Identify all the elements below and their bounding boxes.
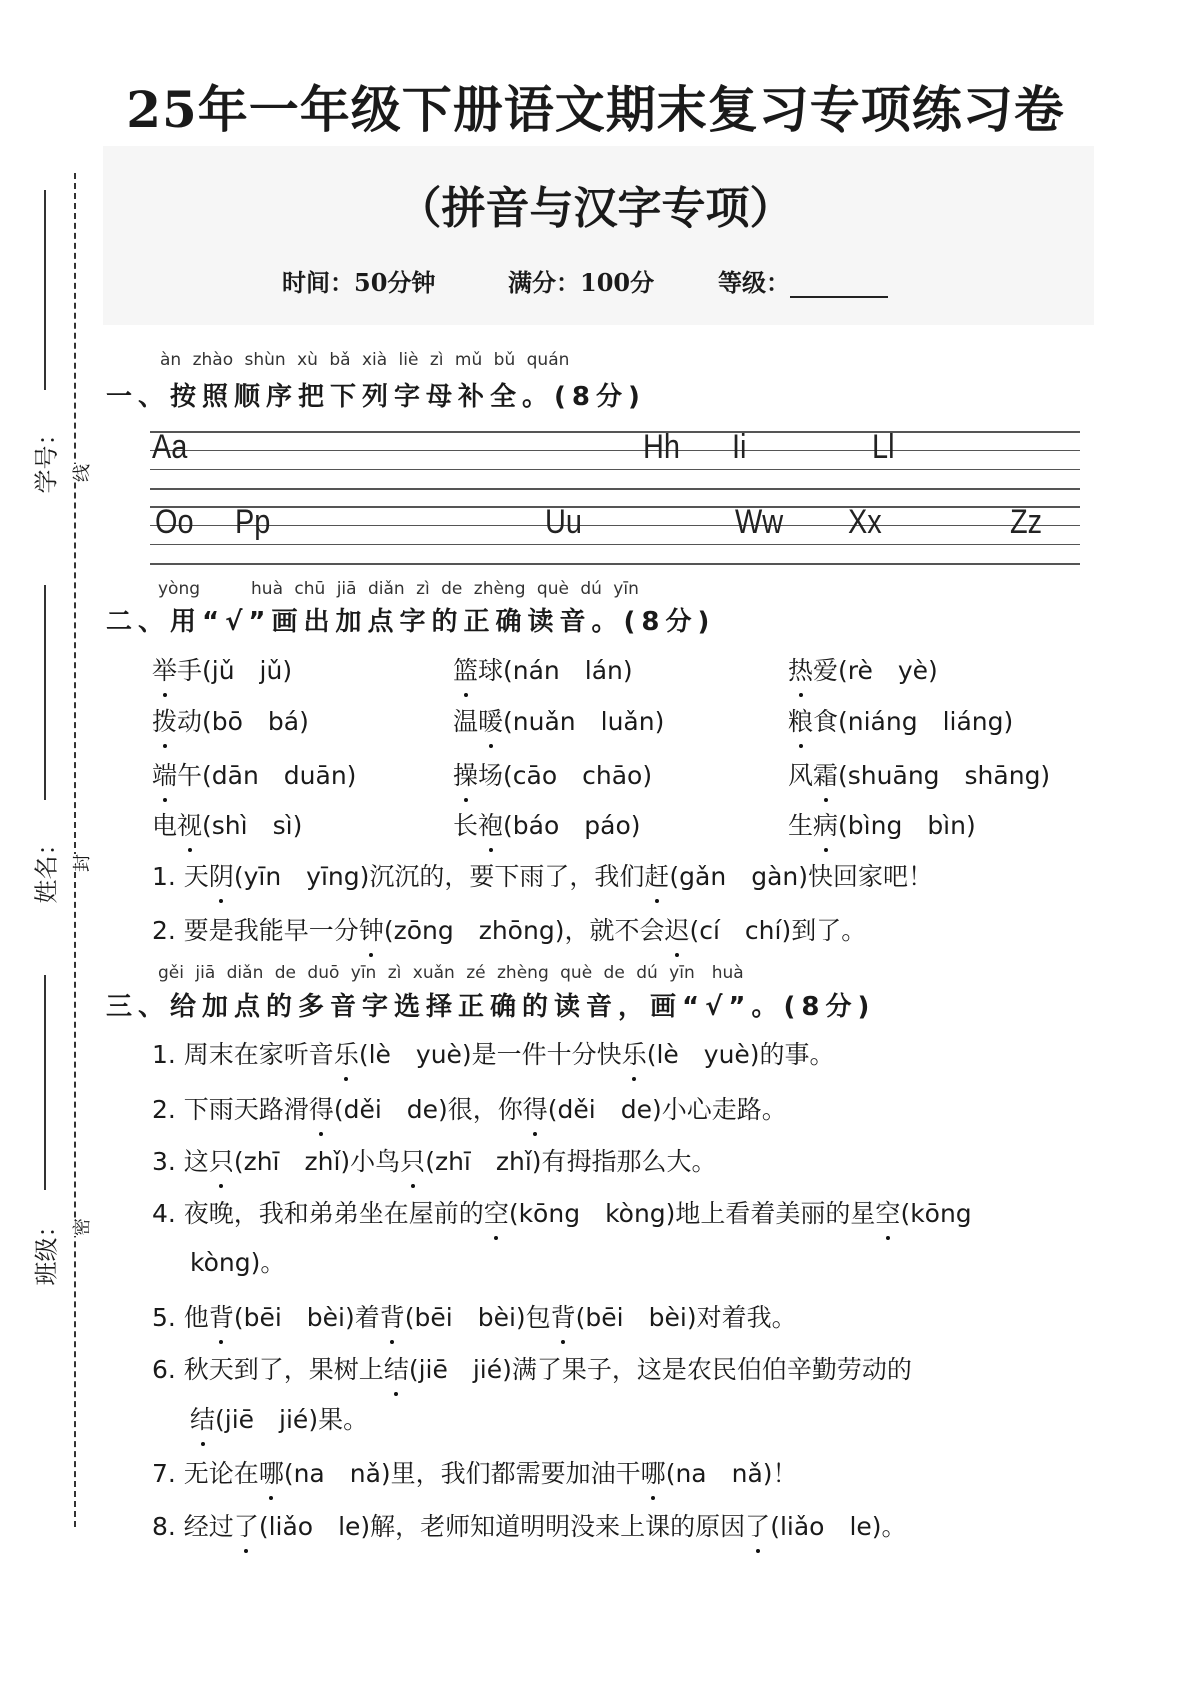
dotted-character: 赶 [644, 862, 670, 891]
dotted-character: 背 [550, 1303, 576, 1332]
text-segment: 4. 夜晚，我和弟弟坐在屋前的 [152, 1199, 484, 1228]
dotted-character: 结 [190, 1405, 216, 1434]
dotted-character: 粮 [788, 707, 814, 736]
dotted-character: 背 [379, 1303, 405, 1332]
text-segment: (liǎo le)解，老师知道明明没来上课的原因 [258, 1512, 746, 1541]
polyphone-item[interactable] [190, 1243, 285, 1279]
section3-pinyin: gěi jiā diǎn de duō yīn zì xuǎn zé zhèng què de dú yīn huà [158, 963, 744, 983]
word-choice-item[interactable] [453, 806, 641, 842]
class-label: 班级： [32, 1213, 61, 1286]
word-choice-item[interactable] [788, 806, 976, 842]
text-segment: (kōng kòng)地上看着美丽的星 [508, 1199, 876, 1228]
time-limit: 时间：50分钟 [282, 268, 436, 297]
text-segment: 5. 他 [152, 1303, 209, 1332]
sentence-choice-item[interactable] [152, 911, 866, 947]
text-segment: 7. 无论在 [152, 1459, 259, 1488]
text-segment: (zhī zhǐ)有拇指那么大。 [425, 1147, 717, 1176]
class-line[interactable] [44, 975, 46, 1190]
dotted-character: 哪 [258, 1459, 284, 1488]
text-segment: (liǎo le)。 [770, 1512, 907, 1541]
student-id-label: 学号： [32, 421, 61, 494]
section2-pinyin: yòng huà chū jiā diǎn zì de zhèng què dú yīn [158, 579, 639, 599]
text-segment: (na nǎ)！ [665, 1459, 798, 1488]
grid-line [150, 506, 1080, 508]
letter-pair: Ww [735, 503, 784, 541]
text-segment: 8. 经过 [152, 1512, 234, 1541]
word-choice-item[interactable] [152, 702, 309, 738]
word-choice-item[interactable] [152, 651, 292, 687]
name-line[interactable] [44, 585, 46, 800]
word-choice-item[interactable] [453, 651, 633, 687]
polyphone-item[interactable] [152, 1454, 798, 1490]
letter-pair: Ii [732, 428, 747, 466]
dotted-character: 迟 [664, 916, 690, 945]
dotted-character: 篮 [453, 656, 479, 685]
text-segment: kòng)。 [190, 1248, 286, 1277]
text-segment: (shuāng shāng) [838, 761, 1051, 790]
polyphone-item[interactable] [152, 1142, 717, 1178]
text-segment: (bēi bèi)着 [233, 1303, 380, 1332]
polyphone-item[interactable] [190, 1400, 368, 1436]
word-choice-item[interactable] [152, 806, 302, 842]
word-choice-item[interactable] [453, 702, 664, 738]
text-segment: (zhī zhǐ)小鸟 [233, 1147, 401, 1176]
letter-pair: Uu [545, 503, 582, 541]
grade-label: 等级： [718, 268, 790, 297]
text-segment: 2. 要是我能早一分 [152, 916, 359, 945]
letter-pair: Ll [872, 428, 895, 466]
text-segment: (nuǎn luǎn) [503, 707, 665, 736]
word-choice-item[interactable] [453, 756, 652, 792]
section3-heading: 三、给加点的多音字选择正确的读音，画“√”。(8分) [106, 992, 876, 1022]
dotted-character: 空 [875, 1199, 901, 1228]
grade-field[interactable] [718, 263, 888, 298]
dotted-character: 霜 [813, 761, 839, 790]
text-segment: 3. 这 [152, 1147, 209, 1176]
section1-pinyin: àn zhào shùn xù bǎ xià liè zì mǔ bǔ quán [160, 350, 570, 370]
text-segment: (na nǎ)里，我们都需要加油干 [283, 1459, 641, 1488]
dotted-character: 了 [745, 1512, 771, 1541]
letter-pair: Pp [235, 503, 271, 541]
text-segment: 午(dān duān) [177, 761, 357, 790]
section1-heading: 一、按照顺序把下列字母补全。(8分) [106, 382, 646, 412]
polyphone-item[interactable] [152, 1350, 912, 1386]
letter-pair: Aa [152, 428, 188, 466]
dotted-character: 端 [152, 761, 178, 790]
dotted-character: 得 [522, 1095, 548, 1124]
text-segment: (jiē jié)果。 [215, 1405, 369, 1434]
letter-pair: Oo [155, 503, 194, 541]
text-segment: 爱(rè yè) [813, 656, 938, 685]
dotted-character: 空 [483, 1199, 509, 1228]
dotted-character: 阴 [208, 862, 234, 891]
grid-line [150, 525, 1080, 526]
grid-line [150, 544, 1080, 545]
binding-dashed-line [74, 173, 76, 1527]
text-segment: 生 [788, 811, 814, 840]
text-segment: (lè yuè)是一件十分快 [358, 1040, 622, 1069]
text-segment: (cí chí)到了。 [689, 916, 867, 945]
text-segment: (bìng bìn) [838, 811, 976, 840]
dotted-character: 袍 [478, 811, 504, 840]
letter-pair: Zz [1010, 503, 1043, 541]
seal-mark: 封 [68, 854, 94, 872]
dotted-character: 只 [400, 1147, 426, 1176]
section2-heading: 二、用“√”画出加点字的正确读音。(8分) [106, 607, 716, 637]
letter-pair: Xx [848, 503, 882, 541]
word-choice-item[interactable] [152, 756, 356, 792]
letter-pair: Hh [643, 428, 680, 466]
text-segment: 场(cāo chāo) [478, 761, 653, 790]
polyphone-item[interactable] [152, 1298, 797, 1334]
dotted-character: 病 [813, 811, 839, 840]
word-choice-item[interactable] [788, 702, 1013, 738]
student-id-line[interactable] [44, 190, 46, 390]
dotted-character: 得 [308, 1095, 334, 1124]
cut-line-mark: 线 [68, 464, 94, 482]
text-segment: (jiē jié)满了果子，这是农民伯伯辛勤劳动的 [408, 1355, 912, 1384]
text-segment: 食(niáng liáng) [813, 707, 1014, 736]
text-segment: (děi de)很，你 [333, 1095, 523, 1124]
full-score: 满分：100分 [508, 268, 655, 297]
text-segment: 长 [453, 811, 479, 840]
dotted-character: 乐 [333, 1040, 359, 1069]
sentence-choice-item[interactable] [152, 857, 933, 893]
text-segment: 1. 天 [152, 862, 209, 891]
text-segment: 球(nán lán) [478, 656, 633, 685]
dotted-character: 乐 [621, 1040, 647, 1069]
polyphone-item[interactable] [152, 1090, 787, 1126]
word-choice-item[interactable] [788, 651, 938, 687]
text-segment: 2. 下雨天路滑 [152, 1095, 309, 1124]
dotted-character: 举 [152, 656, 178, 685]
text-segment: (gǎn gàn)快回家吧！ [669, 862, 933, 891]
text-segment: 手(jǔ jǔ) [177, 656, 293, 685]
dotted-character: 只 [208, 1147, 234, 1176]
text-segment: (lè yuè)的事。 [646, 1040, 835, 1069]
dotted-character: 拨 [152, 707, 178, 736]
text-segment: 风 [788, 761, 814, 790]
grid-line [150, 450, 1080, 451]
text-segment: (bēi bèi)包 [404, 1303, 551, 1332]
dotted-character: 背 [208, 1303, 234, 1332]
dotted-character: 操 [453, 761, 479, 790]
page-subtitle: （拼音与汉字专项） [397, 183, 794, 234]
polyphone-item[interactable] [152, 1035, 835, 1071]
dotted-character: 暖 [478, 707, 504, 736]
grid-line [150, 469, 1080, 470]
text-segment: (děi de)小心走路。 [547, 1095, 787, 1124]
page-title: 25年一年级下册语文期末复习专项练习卷 [126, 80, 1065, 139]
text-segment: 1. 周末在家听音 [152, 1040, 334, 1069]
text-segment: 温 [453, 707, 479, 736]
secret-mark: 密 [68, 1218, 94, 1236]
polyphone-item[interactable] [152, 1507, 907, 1543]
grade-blank[interactable] [790, 274, 888, 298]
dotted-character: 结 [383, 1355, 409, 1384]
dotted-character: 哪 [640, 1459, 666, 1488]
text-segment: (kōng [900, 1199, 972, 1228]
grid-line [150, 488, 1080, 490]
name-label: 姓名： [32, 831, 61, 904]
dotted-character: 热 [788, 656, 814, 685]
text-segment: (shì sì) [202, 811, 303, 840]
text-segment: (bēi bèi)对着我。 [575, 1303, 797, 1332]
text-segment: (báo páo) [503, 811, 641, 840]
text-segment: 电 [152, 811, 178, 840]
dotted-character: 钟 [358, 916, 384, 945]
dotted-character: 了 [233, 1512, 259, 1541]
text-segment: 动(bō bá) [177, 707, 309, 736]
word-choice-item[interactable] [788, 756, 1050, 792]
polyphone-item[interactable] [152, 1194, 972, 1230]
dotted-character: 视 [177, 811, 203, 840]
grid-line [150, 563, 1080, 565]
text-segment: (yīn yīng)沉沉的，要下雨了，我们 [233, 862, 645, 891]
text-segment: 6. 秋天到了，果树上 [152, 1355, 384, 1384]
text-segment: (zōng zhōng)，就不会 [383, 916, 665, 945]
grid-line [150, 431, 1080, 433]
